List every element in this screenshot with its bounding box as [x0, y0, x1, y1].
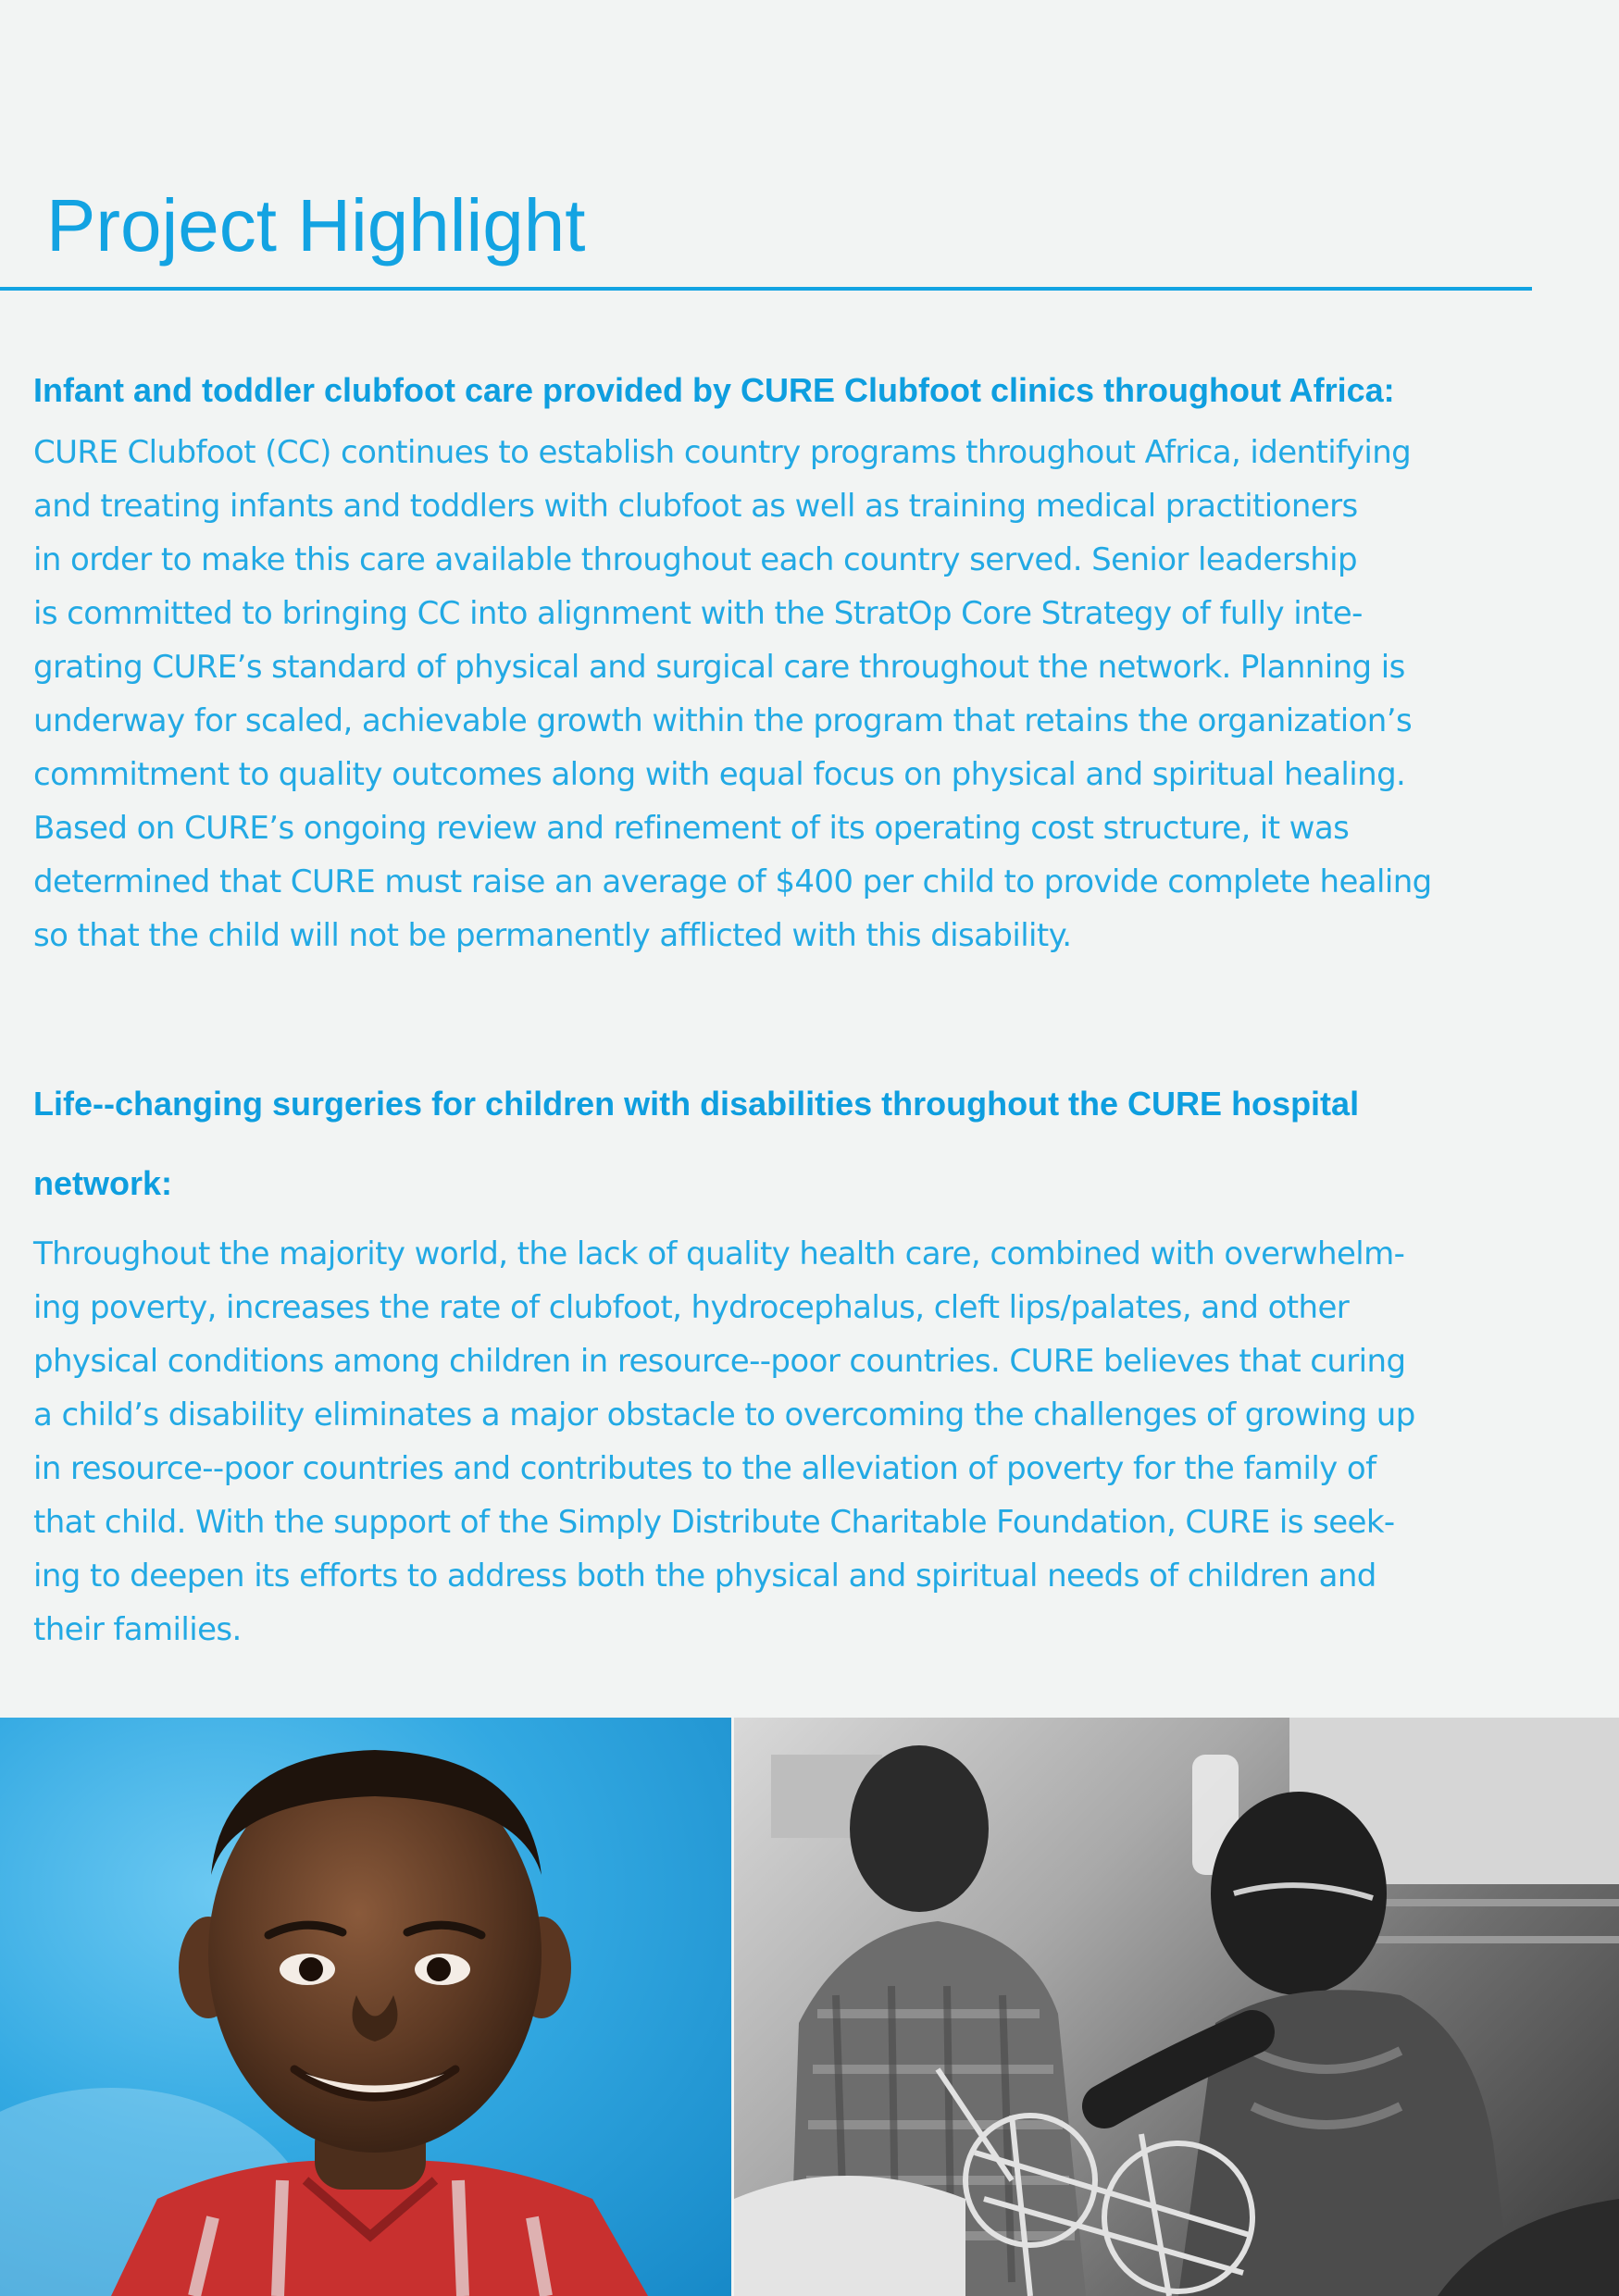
body-line: Throughout the majority world, the lack of quality health care, combined with overwhelm-	[33, 1235, 1405, 1272]
heading-line: network:	[33, 1164, 173, 1202]
section-heading	[33, 1064, 1598, 1223]
body-line: CURE Clubfoot (CC) continues to establish country programs throughout Africa, identifying	[33, 434, 1412, 471]
body-line: commitment to quality outcomes along with equal focus on physical and spiritual healing.	[33, 756, 1406, 793]
body-line: that child. With the support of the Simply Distribute Charitable Foundation, CURE is seek-	[33, 1504, 1395, 1541]
body-line: physical conditions among children in resource--poor countries. CURE believes that curing	[33, 1343, 1406, 1380]
body-line: so that the child will not be permanently afflicted with this disability.	[33, 917, 1072, 954]
section-heading: Infant and toddler clubfoot care provided by CURE Clubfoot clinics throughout Africa:	[33, 371, 1395, 409]
page-title: Project Highlight	[46, 184, 586, 267]
section-body	[33, 426, 1598, 962]
heading-line: Life--changing surgeries for children with disabilities throughout the CURE hospital	[33, 1085, 1360, 1123]
body-line: is committed to bringing CC into alignment with the StratOp Core Strategy of fully inte-	[33, 595, 1363, 632]
smiling-child-illustration	[0, 1718, 731, 2296]
body-line: and treating infants and toddlers with clubfoot as well as training medical practitioners	[33, 488, 1358, 525]
body-line: their families.	[33, 1611, 242, 1648]
body-line: in order to make this care available throughout each country served. Senior leadership	[33, 541, 1357, 578]
body-line: a child’s disability eliminates a major obstacle to overcoming the challenges of growing up	[33, 1396, 1415, 1433]
section-body	[33, 1227, 1598, 1657]
body-line: ing to deepen its efforts to address both the physical and spiritual needs of children and	[33, 1558, 1376, 1595]
hospital-care-illustration	[734, 1718, 1619, 2296]
body-line: ing poverty, increases the rate of clubfoot, hydrocephalus, cleft lips/palates, and other	[33, 1289, 1350, 1326]
body-line: in resource--poor countries and contributes to the alleviation of poverty for the family of	[33, 1450, 1376, 1487]
photo-hospital-care	[734, 1718, 1619, 2296]
title-divider	[0, 287, 1532, 291]
body-line: underway for scaled, achievable growth within the program that retains the organization’s	[33, 702, 1413, 739]
body-line: Based on CURE’s ongoing review and refinement of its operating cost structure, it was	[33, 810, 1350, 847]
body-line: grating CURE’s standard of physical and surgical care throughout the network. Planning is	[33, 649, 1405, 686]
section-life-changing-surgeries	[33, 1064, 1598, 1657]
section-clubfoot-care	[33, 357, 1598, 962]
photo-smiling-child	[0, 1718, 731, 2296]
body-line: determined that CURE must raise an average of $400 per child to provide complete healing	[33, 863, 1432, 900]
